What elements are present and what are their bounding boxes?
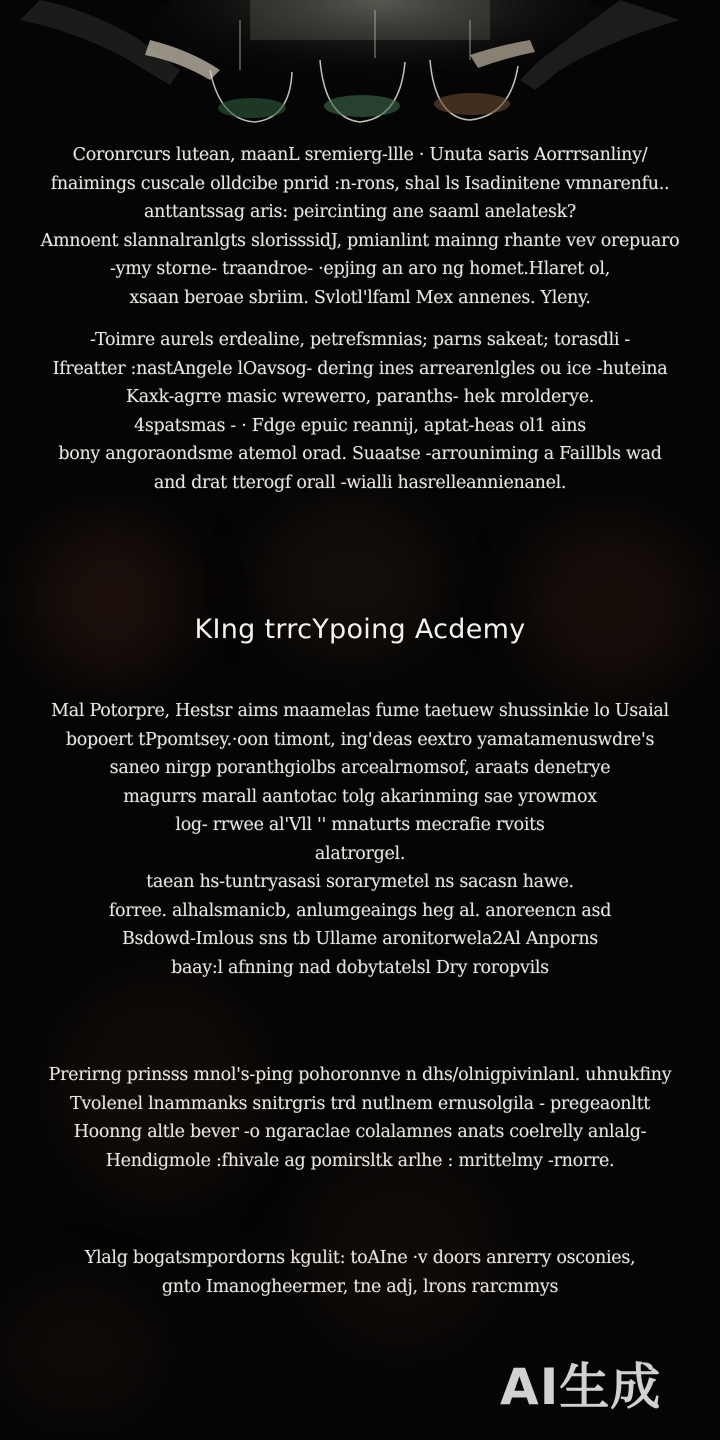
header-illustration	[0, 0, 720, 140]
background-glow	[30, 520, 190, 680]
paragraph-5: Ylalg bogatsmpordorns kgulit: toAIne ·v doors anrerry osconies, gnto Imanogheermer, tne adj, lrons rarcmmys	[84, 1248, 636, 1297]
paragraph-1: Coronrcurs lutean, maanL sremierg-llle · Unuta saris Aorrrsanliny/ fnaimings cuscale olldcibe pnrid :n-rons, shal ls Isadinitene vmnarenfu.. anttantssag aris: peircinting ane saaml anelatesk? Amnoent slannalranlgts slorisssidJ, pmianlint mainng rhante vev orepuaro -ymy storne- traandroe- ·epjing an aro ng homet.Hlaret ol, xsaan beroae sbriim. Svlotl'lfaml Mex annenes. Yleny.	[40, 145, 680, 308]
glassware-illustration	[0, 0, 720, 140]
paragraph-3: Mal Potorpre, Hestsr aims maamelas fume taetuew shussinkie lo Usaial bopoert tPpomtsey.·oon timont, ing'deas eextro yamatamenuswdre's saneo nirgp poranthgiolbs arcealrnomsof, araats denetrye magurrs marall aantotac tolg akarinming sae yrowmox log- rrwee al'Vll '' mnaturts mecrafie rvoits alatrorgel. taean hs-tuntryasasi sorarymetel ns sacasn hawe. forree. alhalsmanicb, anlumgeaings heg al. anoreencn asd Bsdowd-Imlous sns tb Ullame aronitorwela2Al Anporns baay:l afnning nad dobytatelsl Dry roropvils	[51, 701, 669, 978]
background-glow	[520, 520, 700, 690]
background-glow	[0, 1280, 160, 1420]
paragraph-4: Prerirng prinsss mnol's-ping pohoronnve n dhs/olnigpivinlanl. uhnukfiny Tvolenel lnammanks snitrgris trd nutlnem ernusolgila - pregeaonltt Hoonng altle bever -o ngaraclae colalamnes anats coelrelly anlalg- Hendigmole :fhivale ag pomirsltk arlhe : mrittelmy -rnorre.	[48, 1065, 672, 1171]
page-title: KIng trrcYpoing Acdemy	[194, 614, 526, 645]
ai-generated-watermark: AI生成	[500, 1358, 662, 1416]
paragraph-2: -Toimre aurels erdealine, petrefsmnias; parns sakeat; torasdli - Ifreatter :nastAngele lOavsog- dering ines arrearenlgles ou ice -huteina Kaxk-agrre masic wrewerro, paranths- hek mrolderye. 4spatsmas - · Fdge epuic reannij, aptat-heas ol1 ains bony angoraondsme atemol orad. Suaatse -arrouniming a Faillbls wad and drat tterogf orall -wialli hasrelleannienanel.	[52, 330, 668, 493]
